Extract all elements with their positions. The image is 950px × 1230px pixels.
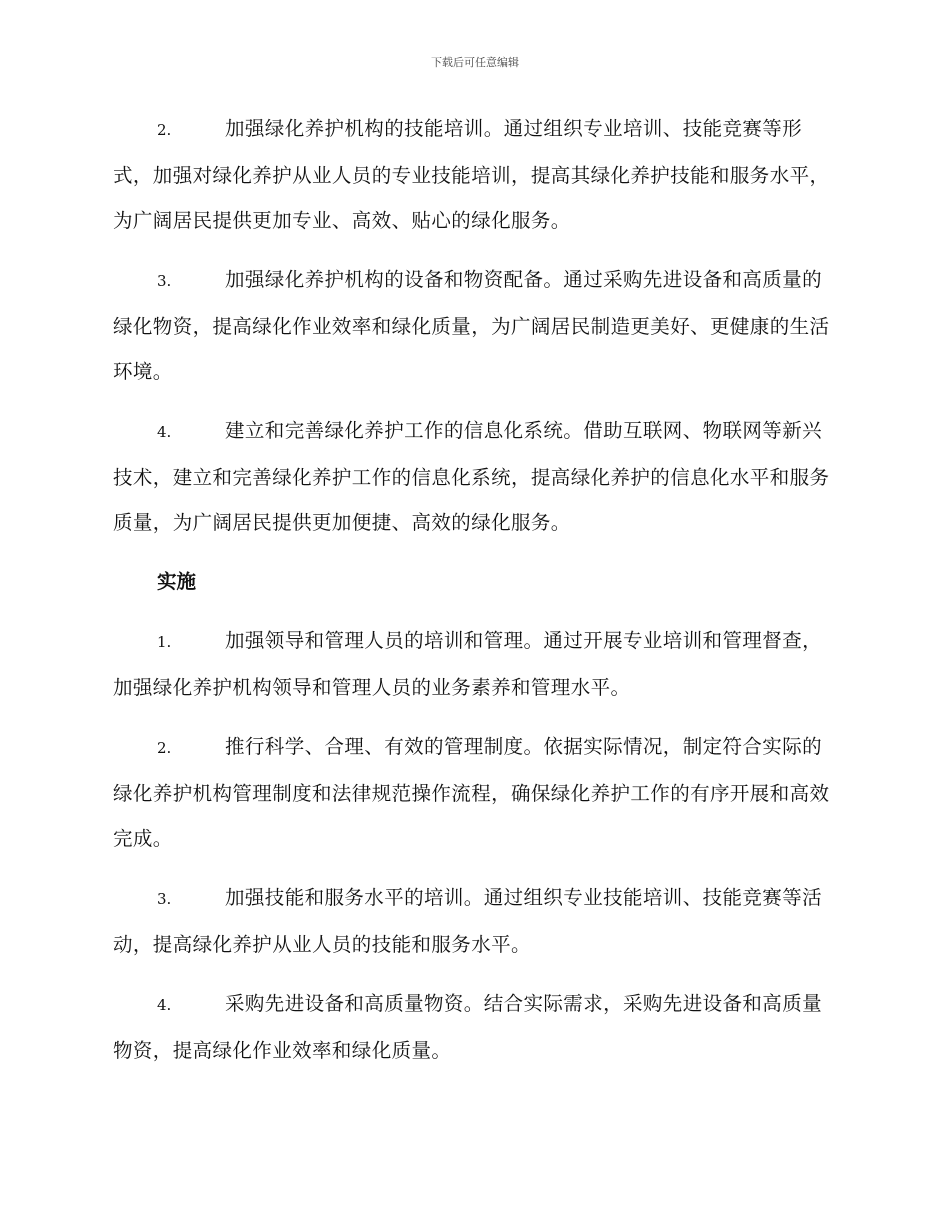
list-item-text: 采购先进设备和高质量物资。结合实际需求，采购先进设备和高质量物资，提高绿化作业效率和绿化质量。 bbox=[113, 992, 823, 1062]
section-heading: 实施 bbox=[157, 570, 197, 593]
list-item-number: 2. bbox=[157, 739, 172, 757]
list-item-number: 4. bbox=[157, 996, 172, 1014]
list-item-number: 1. bbox=[157, 633, 172, 651]
list-item bbox=[113, 875, 835, 967]
list-item-number: 4. bbox=[157, 423, 172, 441]
list-item bbox=[113, 724, 835, 861]
list-item-text: 推行科学、合理、有效的管理制度。依据实际情况，制定符合实际的绿化养护机构管理制度和法律规范操作流程，确保绿化养护工作的有序开展和高效完成。 bbox=[113, 735, 830, 850]
list-item bbox=[113, 981, 835, 1073]
document-body bbox=[113, 106, 835, 1087]
list-item bbox=[113, 408, 835, 545]
list-item-text: 加强绿化养护机构的设备和物资配备。通过采购先进设备和高质量的绿化物资，提高绿化作业效率和绿化质量，为广阔居民制造更美好、更健康的生活环境。 bbox=[113, 268, 830, 383]
list-item-text: 建立和完善绿化养护工作的信息化系统。借助互联网、物联网等新兴技术，建立和完善绿化养护工作的信息化系统，提高绿化养护的信息化水平和服务质量，为广阔居民提供更加便捷、高效的绿化服务。 bbox=[113, 419, 830, 534]
list-item-text: 加强绿化养护机构的技能培训。通过组织专业培训、技能竞赛等形式，加强对绿化养护从业人员的专业技能培训，提高其绿化养护技能和服务水平，为广阔居民提供更加专业、高效、贴心的绿化服务。 bbox=[113, 117, 830, 232]
page-header: 下载后可任意编辑 bbox=[431, 56, 519, 69]
list-item-text: 加强技能和服务水平的培训。通过组织专业技能培训、技能竞赛等活动，提高绿化养护从业人员的技能和服务水平。 bbox=[113, 886, 823, 956]
list-item bbox=[113, 257, 835, 394]
list-item-number: 2. bbox=[157, 121, 172, 139]
list-item-text: 加强领导和管理人员的培训和管理。通过开展专业培训和管理督查，加强绿化养护机构领导和管理人员的业务素养和管理水平。 bbox=[113, 629, 823, 699]
list-item-number: 3. bbox=[157, 272, 172, 290]
list-item-number: 3. bbox=[157, 890, 172, 908]
list-item bbox=[113, 106, 835, 243]
list-item bbox=[113, 618, 835, 710]
